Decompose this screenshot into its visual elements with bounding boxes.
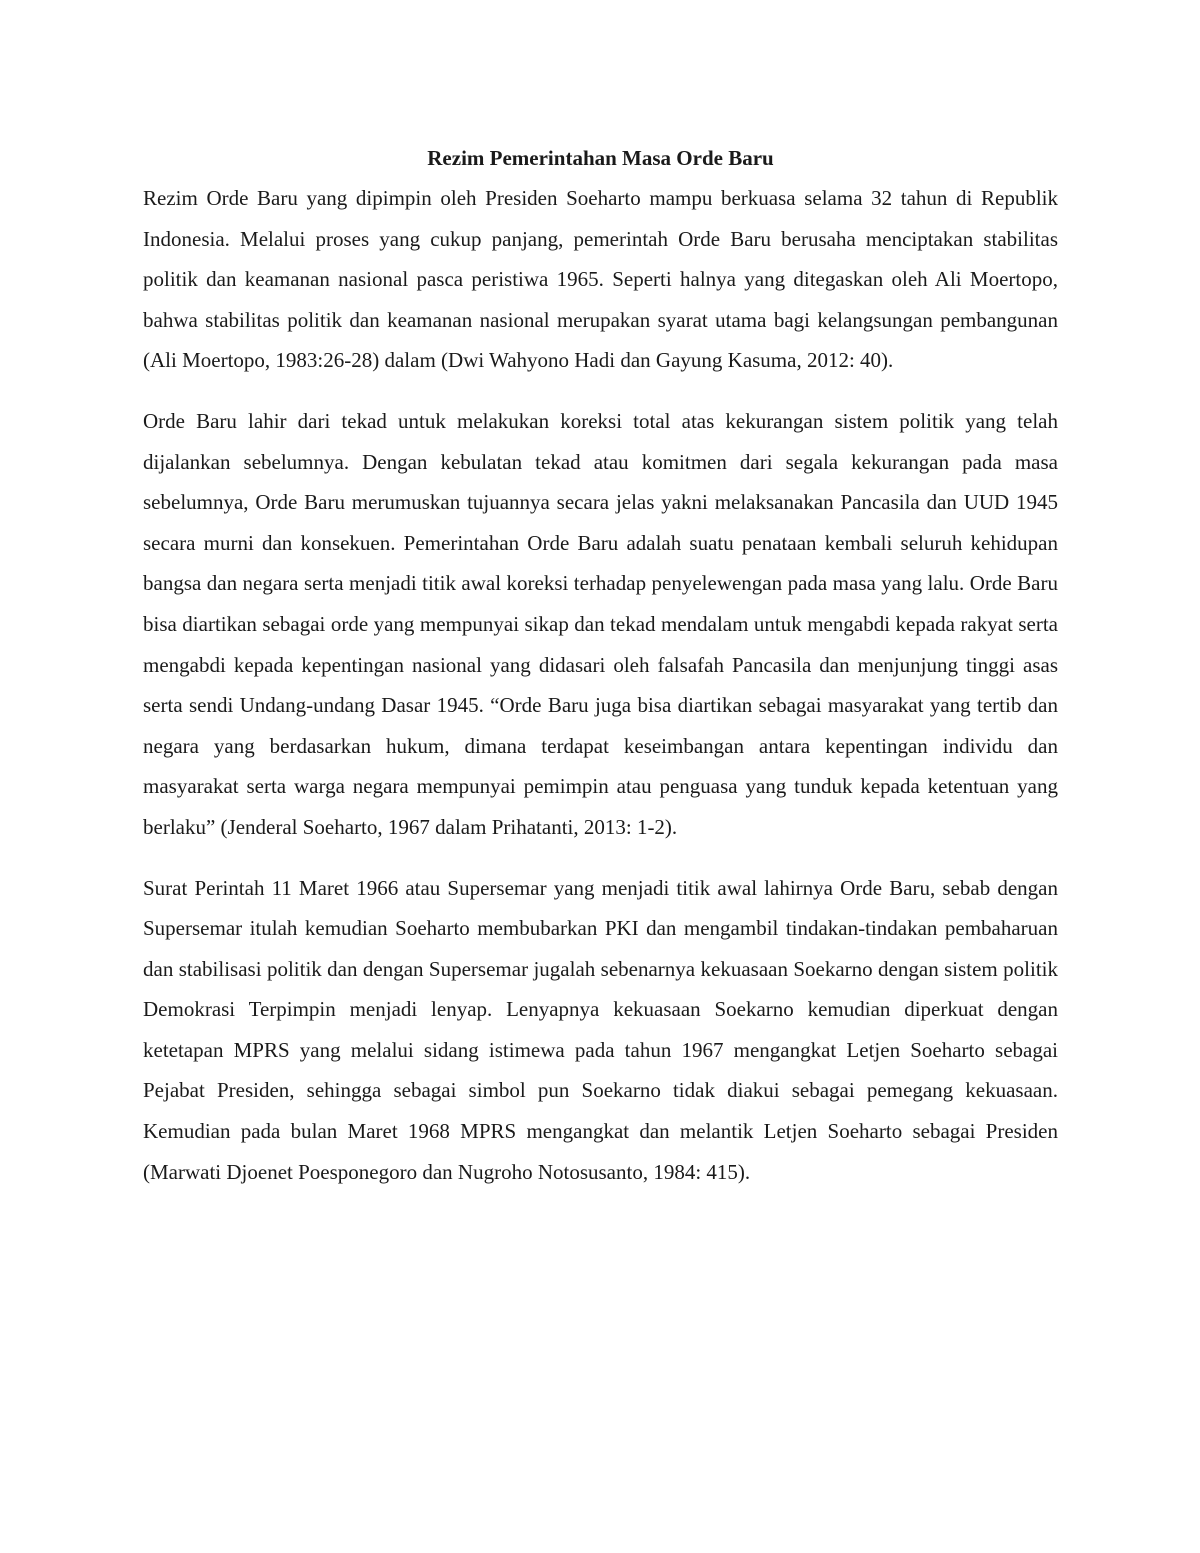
- document-body: [143, 138, 1058, 1212]
- document-title: Rezim Pemerintahan Masa Orde Baru: [427, 146, 774, 170]
- paragraph-2: Orde Baru lahir dari tekad untuk melakukan koreksi total atas kekurangan sistem politik yang telah dijalankan sebelumnya. Dengan kebulatan tekad atau komitmen dari segala kekurangan pada masa sebelumnya, Orde Baru merumuskan tujuannya secara jelas yakni melaksanakan Pancasila dan UUD 1945 secara murni dan konsekuen. Pemerintahan Orde Baru adalah suatu penataan kembali seluruh kehidupan bangsa dan negara serta menjadi titik awal koreksi terhadap penyelewengan pada masa yang lalu. Orde Baru bisa diartikan sebagai orde yang mempunyai sikap dan tekad mendalam untuk mengabdi kepada rakyat serta mengabdi kepada kepentingan nasional yang didasari oleh falsafah Pancasila dan menjunjung tinggi asas serta sendi Undang-undang Dasar 1945. “Orde Baru juga bisa diartikan sebagai masyarakat yang tertib dan negara yang berdasarkan hukum, dimana terdapat keseimbangan antara kepentingan individu dan masyarakat serta warga negara mempunyai pemimpin atau penguasa yang tunduk kepada ketentuan yang berlaku” (Jenderal Soeharto, 1967 dalam Prihatanti, 2013: 1-2).: [143, 408, 1058, 839]
- paragraph-3: Surat Perintah 11 Maret 1966 atau Supersemar yang menjadi titik awal lahirnya Orde Baru, sebab dengan Supersemar itulah kemudian Soeharto membubarkan PKI dan mengambil tindakan-tindakan pembaharuan dan stabilisasi politik dan dengan Supersemar jugalah sebenarnya kekuasaan Soekarno dengan sistem politik Demokrasi Terpimpin menjadi lenyap. Lenyapnya kekuasaan Soekarno kemudian diperkuat dengan ketetapan MPRS yang melalui sidang istimewa pada tahun 1967 mengangkat Letjen Soeharto sebagai Pejabat Presiden, sehingga sebagai simbol pun Soekarno tidak diakui sebagai pemegang kekuasaan. Kemudian pada bulan Maret 1968 MPRS mengangkat dan melantik Letjen Soeharto sebagai Presiden (Marwati Djoenet Poesponegoro dan Nugroho Notosusanto, 1984: 415).: [143, 875, 1058, 1184]
- paragraph-1: Rezim Orde Baru yang dipimpin oleh Presiden Soeharto mampu berkuasa selama 32 tahun di Republik Indonesia. Melalui proses yang cukup panjang, pemerintah Orde Baru berusaha menciptakan stabilitas politik dan keamanan nasional pasca peristiwa 1965. Seperti halnya yang ditegaskan oleh Ali Moertopo, bahwa stabilitas politik dan keamanan nasional merupakan syarat utama bagi kelangsungan pembangunan (Ali Moertopo, 1983:26-28) dalam (Dwi Wahyono Hadi dan Gayung Kasuma, 2012: 40).: [143, 186, 1058, 373]
